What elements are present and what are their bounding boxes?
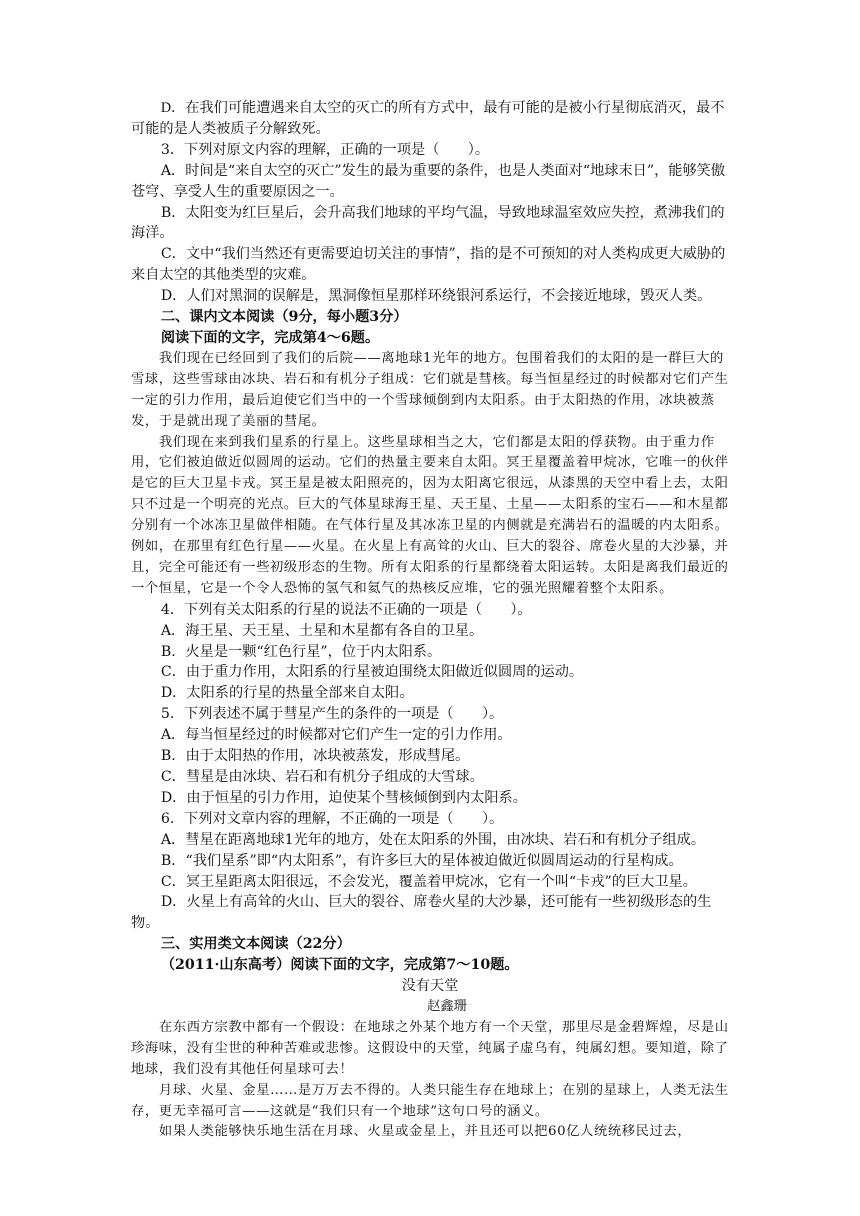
q6-option-b [131,851,729,872]
q6-option-c [131,872,729,893]
q3-option-d [131,286,729,307]
q3-option-c [131,244,729,286]
option-label: A． [160,831,186,848]
q3-stem: 3．下列对原文内容的理解，正确的一项是（ ）。 [160,141,490,158]
q5-option-b [131,746,729,767]
article-title: 没有天堂 [401,978,459,995]
passage-paragraph: 我们现在已经回到了我们的后院——离地球1光年的地方。包围着我们的太阳的是一群巨大的雪球，这些雪球由冰块、岩石和有机分子组成：它们就是彗核。每当恒星经过的时候都对它们产生一定的引力作用，最后迫使它们当中的一个雪球倾倒到内太阳系。由于太阳热的作用，冰块被蒸发，于是就出现了美丽的彗尾。 [131,350,729,429]
article-paragraph: 月球、火星、金星……是万万去不得的。人类只能生存在地球上；在别的星球上，人类无法生存，更无幸福可言——这就是“我们只有一个地球”这句口号的涵义。 [131,1082,729,1119]
option-label: D． [160,288,187,305]
option-label: A． [160,727,186,744]
option-text: “我们星系”即“内太阳系”，有许多巨大的星体被迫做近似圆周运动的行星构成。 [185,852,683,869]
option-label: B． [160,852,186,869]
passage-paragraph: 我们现在来到我们星系的行星上。这些星球相当之大，它们都是太阳的俘获物。由于重力作用，它们被迫做近似圆周的运动。它们的热量主要来自太阳。冥王星覆盖着甲烷冰，它唯一的伙伴是它的巨大卫星卡戎。冥王星是被太阳照亮的，因为太阳离它很远，从漆黑的天空中看上去，太阳只不过是一个明亮的光点。巨大的气体星球海王星、天王星、土星——太阳系的宝石——和木星都分别有一个冰冻卫星做伴相随。在气体行星及其冰冻卫星的内侧就是充满岩石的温暖的内太阳系。例如，在那里有红色行星——火星。在火星上有高耸的火山、巨大的裂谷、席卷火星的大沙暴，并且，完全可能还有一些初级形态的生物。所有太阳系的行星都绕着太阳运转。太阳是离我们最近的一个恒星，它是一个令人恐怖的氢气和氦气的热核反应堆，它的强光照耀着整个太阳系。 [131,434,729,596]
option-text: 时间是“来自太空的灭亡”发生的最为重要的条件，也是人类面对“地球末日”，能够笑傲苍穹、享受人生的重要原因之一。 [131,162,726,200]
option-label: A． [160,622,186,639]
option-text: 火星上有高耸的火山、巨大的裂谷、席卷火星的大沙暴，还可能有一些初级形态的生物。 [131,894,712,932]
option-text: 由于重力作用，太阳系的行星被迫围绕太阳做近似圆周的运动。 [185,664,584,681]
option-label: D． [160,894,187,911]
section2-heading: 二、课内文本阅读（9分，每小题3分） [160,309,408,326]
option-text: 由于恒星的引力作用，迫使某个彗核倾倒到内太阳系。 [186,789,527,806]
option-label: C． [160,246,186,263]
article-author: 赵鑫珊 [427,998,467,1014]
option-label: A． [160,162,186,179]
option-text: 海王星、天王星、土星和木星都有各自的卫星。 [185,622,484,639]
q4-option-d [131,683,729,704]
section2-instruction: 阅读下面的文字，完成第4～6题。 [160,329,380,346]
q4-option-c [131,662,729,683]
option-text: 由于太阳热的作用，冰块被蒸发，形成彗尾。 [185,748,470,765]
q6-option-d [131,892,729,934]
option-text: 文中“我们当然还有更需要迫切关注的事情”，指的是不可预知的对人类构成更大威胁的来自太空的其他类型的灾难。 [131,246,726,284]
q5-stem: 5．下列表述不属于彗星产生的条件的一项是（ ）。 [160,706,504,723]
q6-stem: 6．下列对文章内容的理解，不正确的一项是（ ）。 [160,810,504,827]
option-label: B． [160,643,186,660]
q3-option-b [131,203,729,245]
option-text: 在我们可能遭遇来自太空的灭亡的所有方式中，最有可能的是被小行星彻底消灭，最不可能的是人类被质子分解致死。 [131,100,725,137]
q4-option-b [131,642,729,663]
q4-option-a [131,621,729,642]
option-text: 人们对黑洞的误解是，黑洞像恒星那样环绕银河系运行，不会接近地球，毁灭人类。 [186,288,712,305]
option-label: C． [160,873,186,890]
option-text: 火星是一颗“红色行星”，位于内太阳系。 [185,643,442,660]
option-text: 冥王星距离太阳很远，不会发光，覆盖着甲烷冰，它有一个叫“卡戎”的巨大卫星。 [185,873,697,890]
option-label: C． [160,769,186,785]
option-text: 太阳系的行星的热量全部来自太阳。 [186,685,414,702]
option-text: 彗星是由冰块、岩石和有机分子组成的大雪球。 [185,769,484,785]
article-paragraph: 在东西方宗教中都有一个假设：在地球之外某个地方有一个天堂，那里尽是金碧辉煌，尽是山珍海味，没有尘世的种种苦难或悲惨。这假设中的天堂，纯属子虚乌有，纯属幻想。要知道，除了地球，我们没有其他任何星球可去！ [131,1019,729,1077]
section3-instruction: （2011·山东高考）阅读下面的文字，完成第7～10题。 [160,957,519,974]
q3-option-a [131,161,729,203]
option-text: 太阳变为红巨星后，会升高我们地球的平均气温，导致地球温室效应失控，煮沸我们的海洋。 [131,204,725,242]
article-paragraph: 如果人类能够快乐地生活在月球、火星或金星上，并且还可以把60亿人统统移民过去， [158,1124,692,1140]
q5-option-c [131,767,729,788]
option-label: D． [160,789,187,806]
option-label: D． [160,100,186,116]
option-text: 彗星在距离地球1光年的地方，处在太阳系的外围，由冰块、岩石和有机分子组成。 [185,831,706,848]
page-content [131,98,729,1143]
option-label: B． [160,748,186,765]
q5-option-a [131,725,729,746]
option-label: D． [160,685,187,702]
q5-option-d [131,788,729,809]
q2-option-d [131,98,729,140]
q6-option-a [131,830,729,851]
option-label: B． [160,204,186,221]
option-text: 每当恒星经过的时候都对它们产生一定的引力作用。 [185,727,512,744]
option-label: C． [160,664,186,681]
q4-stem: 4．下列有关太阳系的行星的说法不正确的一项是（ ）。 [160,601,532,618]
section3-heading: 三、实用类文本阅读（22分） [160,936,351,953]
